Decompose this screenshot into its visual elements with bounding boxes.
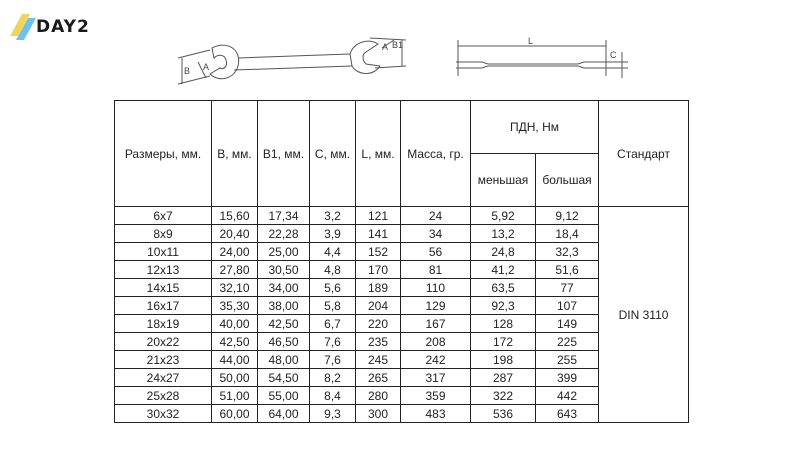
cell-size: 18x19 bbox=[115, 315, 212, 333]
day2-logo-mark bbox=[8, 10, 38, 44]
cell-c: 4,8 bbox=[310, 261, 356, 279]
cell-c: 5,6 bbox=[310, 279, 356, 297]
cell-mass: 56 bbox=[401, 243, 471, 261]
cell-size: 25x28 bbox=[115, 387, 212, 405]
cell-small: 172 bbox=[471, 333, 536, 351]
wrench-side-drawing bbox=[452, 36, 642, 86]
cell-b1: 17,34 bbox=[258, 207, 310, 225]
cell-b: 51,00 bbox=[212, 387, 258, 405]
cell-small: 198 bbox=[471, 351, 536, 369]
cell-b: 42,50 bbox=[212, 333, 258, 351]
cell-small: 41,2 bbox=[471, 261, 536, 279]
cell-b: 40,00 bbox=[212, 315, 258, 333]
cell-l: 220 bbox=[356, 315, 401, 333]
cell-large: 9,12 bbox=[536, 207, 599, 225]
cell-mass: 110 bbox=[401, 279, 471, 297]
cell-size: 10x11 bbox=[115, 243, 212, 261]
cell-b: 44,00 bbox=[212, 351, 258, 369]
cell-l: 235 bbox=[356, 333, 401, 351]
cell-mass: 483 bbox=[401, 405, 471, 423]
header-torque-large: большая bbox=[536, 154, 599, 207]
cell-l: 204 bbox=[356, 297, 401, 315]
cell-l: 170 bbox=[356, 261, 401, 279]
cell-c: 8,2 bbox=[310, 369, 356, 387]
cell-large: 107 bbox=[536, 297, 599, 315]
cell-b: 60,00 bbox=[212, 405, 258, 423]
cell-mass: 34 bbox=[401, 225, 471, 243]
cell-size: 6x7 bbox=[115, 207, 212, 225]
cell-size: 16x17 bbox=[115, 297, 212, 315]
cell-small: 92,3 bbox=[471, 297, 536, 315]
day2-logo bbox=[8, 10, 104, 44]
cell-mass: 24 bbox=[401, 207, 471, 225]
cell-small: 13,2 bbox=[471, 225, 536, 243]
cell-b: 32,10 bbox=[212, 279, 258, 297]
cell-b: 27,80 bbox=[212, 261, 258, 279]
cell-large: 399 bbox=[536, 369, 599, 387]
label-l: L bbox=[528, 36, 534, 46]
header-mass: Масса, гр. bbox=[401, 101, 471, 207]
cell-b1: 48,00 bbox=[258, 351, 310, 369]
cell-c: 8,4 bbox=[310, 387, 356, 405]
cell-mass: 242 bbox=[401, 351, 471, 369]
header-torque-small: меньшая bbox=[471, 154, 536, 207]
cell-size: 20x22 bbox=[115, 333, 212, 351]
table-row bbox=[115, 207, 689, 225]
cell-large: 32,3 bbox=[536, 243, 599, 261]
cell-l: 265 bbox=[356, 369, 401, 387]
cell-l: 141 bbox=[356, 225, 401, 243]
header-torque: ПДН, Нм bbox=[471, 101, 599, 154]
cell-b1: 25,00 bbox=[258, 243, 310, 261]
cell-c: 6,7 bbox=[310, 315, 356, 333]
cell-size: 21x23 bbox=[115, 351, 212, 369]
cell-l: 152 bbox=[356, 243, 401, 261]
label-c: C bbox=[610, 50, 617, 60]
cell-b1: 64,00 bbox=[258, 405, 310, 423]
cell-size: 30x32 bbox=[115, 405, 212, 423]
header-l: L, мм. bbox=[356, 101, 401, 207]
cell-c: 3,2 bbox=[310, 207, 356, 225]
label-a-right: A bbox=[382, 42, 389, 52]
cell-b: 15,60 bbox=[212, 207, 258, 225]
cell-size: 12x13 bbox=[115, 261, 212, 279]
cell-small: 5,92 bbox=[471, 207, 536, 225]
cell-b: 20,40 bbox=[212, 225, 258, 243]
cell-b: 24,00 bbox=[212, 243, 258, 261]
cell-l: 121 bbox=[356, 207, 401, 225]
cell-mass: 208 bbox=[401, 333, 471, 351]
cell-large: 442 bbox=[536, 387, 599, 405]
cell-large: 149 bbox=[536, 315, 599, 333]
cell-l: 189 bbox=[356, 279, 401, 297]
cell-standard: DIN 3110 bbox=[599, 207, 689, 423]
cell-size: 24x27 bbox=[115, 369, 212, 387]
cell-mass: 317 bbox=[401, 369, 471, 387]
cell-b1: 30,50 bbox=[258, 261, 310, 279]
cell-small: 322 bbox=[471, 387, 536, 405]
cell-b1: 55,00 bbox=[258, 387, 310, 405]
wrench-specs-table bbox=[114, 100, 689, 423]
header-c: С, мм. bbox=[310, 101, 356, 207]
label-b: B bbox=[184, 66, 191, 76]
cell-c: 7,6 bbox=[310, 351, 356, 369]
cell-mass: 129 bbox=[401, 297, 471, 315]
cell-l: 245 bbox=[356, 351, 401, 369]
cell-l: 300 bbox=[356, 405, 401, 423]
cell-c: 9,3 bbox=[310, 405, 356, 423]
cell-small: 536 bbox=[471, 405, 536, 423]
cell-small: 128 bbox=[471, 315, 536, 333]
header-b: В, мм. bbox=[212, 101, 258, 207]
header-size: Размеры, мм. bbox=[115, 101, 212, 207]
table-body bbox=[115, 207, 689, 423]
cell-b1: 54,50 bbox=[258, 369, 310, 387]
cell-mass: 359 bbox=[401, 387, 471, 405]
cell-size: 14x15 bbox=[115, 279, 212, 297]
cell-large: 77 bbox=[536, 279, 599, 297]
cell-c: 7,6 bbox=[310, 333, 356, 351]
cell-small: 63,5 bbox=[471, 279, 536, 297]
cell-b: 35,30 bbox=[212, 297, 258, 315]
cell-c: 5,8 bbox=[310, 297, 356, 315]
cell-large: 643 bbox=[536, 405, 599, 423]
label-a-left: A bbox=[203, 62, 210, 72]
wrench-front-drawing bbox=[170, 26, 420, 104]
cell-large: 225 bbox=[536, 333, 599, 351]
cell-b1: 34,00 bbox=[258, 279, 310, 297]
cell-c: 4,4 bbox=[310, 243, 356, 261]
cell-large: 51,6 bbox=[536, 261, 599, 279]
cell-mass: 81 bbox=[401, 261, 471, 279]
header-standard: Стандарт bbox=[599, 101, 689, 207]
cell-b1: 46,50 bbox=[258, 333, 310, 351]
header-b1: В1, мм. bbox=[258, 101, 310, 207]
cell-small: 287 bbox=[471, 369, 536, 387]
cell-b1: 22,28 bbox=[258, 225, 310, 243]
cell-b1: 38,00 bbox=[258, 297, 310, 315]
cell-b: 50,00 bbox=[212, 369, 258, 387]
cell-large: 255 bbox=[536, 351, 599, 369]
cell-mass: 167 bbox=[401, 315, 471, 333]
cell-l: 280 bbox=[356, 387, 401, 405]
cell-large: 18,4 bbox=[536, 225, 599, 243]
cell-c: 3,9 bbox=[310, 225, 356, 243]
label-b1: B1 bbox=[392, 40, 404, 50]
cell-small: 24,8 bbox=[471, 243, 536, 261]
cell-b1: 42,50 bbox=[258, 315, 310, 333]
logo-text: DAY2 bbox=[36, 17, 90, 37]
cell-size: 8x9 bbox=[115, 225, 212, 243]
